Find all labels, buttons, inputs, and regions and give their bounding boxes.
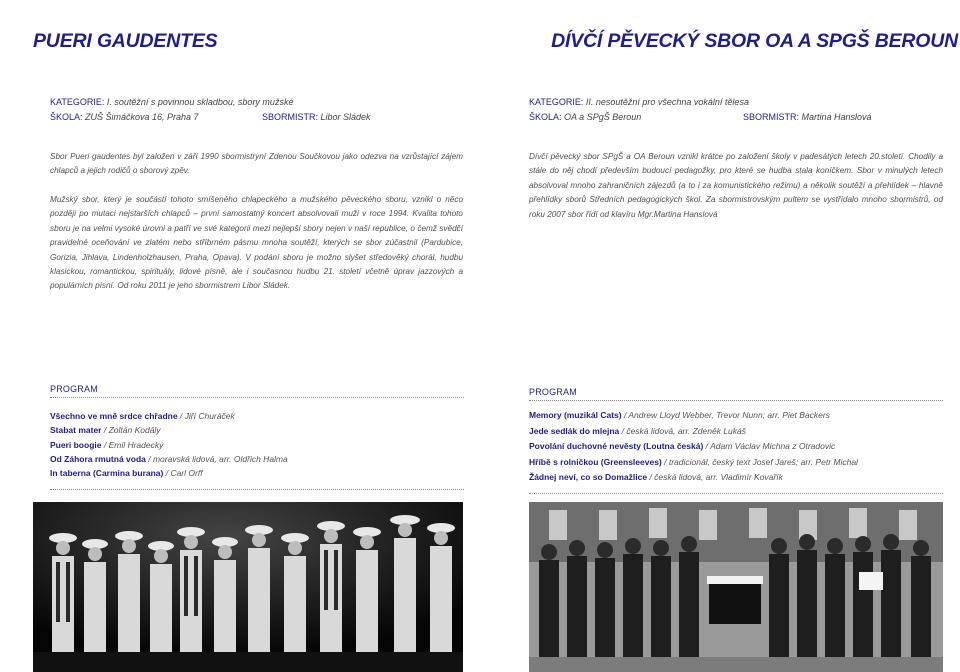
category-row <box>529 95 949 110</box>
program-item <box>529 408 943 424</box>
conductor-value: Martina Hanslová <box>799 112 872 122</box>
school-value: ZUŠ Šimáčkova 16, Praha 7 <box>82 112 199 122</box>
divider <box>50 489 464 490</box>
conductor <box>743 110 872 125</box>
song-title: Všechno ve mně srdce chřadne <box>50 411 178 421</box>
program-item <box>50 452 464 466</box>
song-credit: / Adam Václav Michna z Otradovic <box>703 441 836 451</box>
song-credit: / Andrew Lloyd Webber, Trevor Nunn; arr. Piet Backers <box>621 410 830 420</box>
conductor-value: Libor Sládek <box>318 112 371 122</box>
category-value: I. soutěžní s povinnou skladbou, sbory mužské <box>104 97 294 107</box>
song-title: Od Záhora rmutná voda <box>50 453 146 464</box>
program-item <box>50 423 464 437</box>
school-label: ŠKOLA: <box>50 112 83 122</box>
song-credit: / Carl Orff <box>163 468 203 479</box>
song-credit: / česká lidová, arr. Zdeněk Lukáš <box>619 425 747 436</box>
program-item <box>529 424 943 440</box>
song-credit: / Emil Hradecký <box>101 439 164 450</box>
choir-description-main: Mužský sbor, který je součástí tohoto smíšeného chlapeckého a mužského pěveckého sboru, vznikl o něco později po mutaci nejstarších chlapců – první samostatný koncert absolvovali muži v roce 1994. Kvalita tohoto sboru je na velmi vysoké úrovni a patří ve své kategorii mezi nejlepší sbory nejen v naší republice, o čemž svědčí pravidelné oceňování ve zlatém nebo stříbrném pásmu mnoha soutěží, kterých se sbor zúčastnil (Pardubice, Gorizia, Jihlava, Lindenholzhausen, Praha, Opava). V podání sboru je možno slyšet středověký chorál, hudbu klasickou, romantickou, spirituály, lidové písně, ale i současnou hudbu 21. století včetně úprav jazzových a populárních písní. Od roku 2011 je jeho sbormistrem Libor Sládek. <box>50 195 463 291</box>
conductor-label: SBORMISTR: <box>262 112 319 122</box>
choir-photo-outdoor <box>529 502 943 672</box>
song-title: Jede sedlák do mlejna <box>529 425 620 436</box>
program-item <box>529 439 943 455</box>
conductor-label: SBORMISTR: <box>743 112 800 122</box>
choir-title-left: PUERI GAUDENTES <box>33 30 218 52</box>
conductor <box>262 110 371 125</box>
program-item <box>529 470 943 486</box>
divider <box>529 493 943 494</box>
school-row <box>529 110 949 125</box>
choir-info-right <box>529 95 949 125</box>
song-title: Povolání duchovné nevěsty (Loutna česká) <box>529 441 704 451</box>
song-title: Memory (muzikál Cats) <box>529 410 622 420</box>
category-label: KATEGORIE: <box>529 97 584 107</box>
program-item <box>50 466 464 480</box>
program-section-right <box>529 386 943 494</box>
right-page <box>480 0 960 672</box>
program-item <box>50 438 464 452</box>
song-title: Stabat mater <box>50 425 102 436</box>
category-label: KATEGORIE: <box>50 97 105 107</box>
program-heading: PROGRAM <box>50 383 464 398</box>
school-row <box>50 110 470 125</box>
school-label: ŠKOLA: <box>529 112 562 122</box>
category-value: II. nesoutěžní pro všechna vokální tělesa <box>583 97 749 107</box>
program-heading: PROGRAM <box>529 386 943 401</box>
song-credit: / česká lidová, arr. Vladimír Kovařík <box>647 472 783 482</box>
song-title: Žádnej neví, co so Domažlice <box>529 472 648 482</box>
category-row <box>50 95 470 110</box>
choir-description: Dívčí pěvecký sbor SPgŠ a OA Beroun vznikl krátce po založení školy v padesátých letech 20.století. Chodily a stále do něj chodí především budoucí pedagožky, pro které se hudba stala koníčkem. Sbor v minulých letech absolvoval mnoho zahraničních zájezdů (a to i za komunistického režimu) a několik soutěží a přehlídek – hlavně přehlídky sborů Středních pedagogických škol. Za sbormistrovským pultem se vystřídalo mnoho sbormistrů, od roku 2007 sbor řídí od klavíru Mgr.Martina Hanslová <box>529 152 943 219</box>
school-value: OA a SPgŠ Beroun <box>561 112 642 122</box>
program-item <box>529 455 943 471</box>
song-title: In taberna (Carmina burana) <box>50 468 164 479</box>
song-title: Pueri boogie <box>50 439 102 450</box>
program-item <box>50 409 464 423</box>
stage-photo-illustration <box>33 502 463 672</box>
song-credit: / tradicionál, český text Josef Jareš; arr. Petr Michal <box>661 456 858 467</box>
choir-description-intro: Sbor Pueri gaudentes byl založen v září 1990 sbormistryní Zdenou Součkovou jako odezva na vzrůstající zájem chlapců a jejich rodičů o sborový zpěv. <box>50 152 463 176</box>
program-list <box>529 408 943 486</box>
choir-info-left <box>50 95 470 125</box>
song-credit: / Zoltán Kodály <box>101 425 161 436</box>
program-list <box>50 409 464 480</box>
song-credit: / Jiří Churáček <box>177 411 235 421</box>
song-credit: / moravská lidová, arr. Oldřich Halma <box>145 453 288 464</box>
choir-photo-stage <box>33 502 463 672</box>
outdoor-photo-illustration <box>529 502 943 672</box>
song-title: Hříbě s rolničkou (Greensleeves) <box>529 456 662 467</box>
choir-title-right: DÍVČÍ PĚVECKÝ SBOR OA A SPGŠ BEROUN <box>551 30 958 52</box>
program-section-left <box>50 383 464 490</box>
